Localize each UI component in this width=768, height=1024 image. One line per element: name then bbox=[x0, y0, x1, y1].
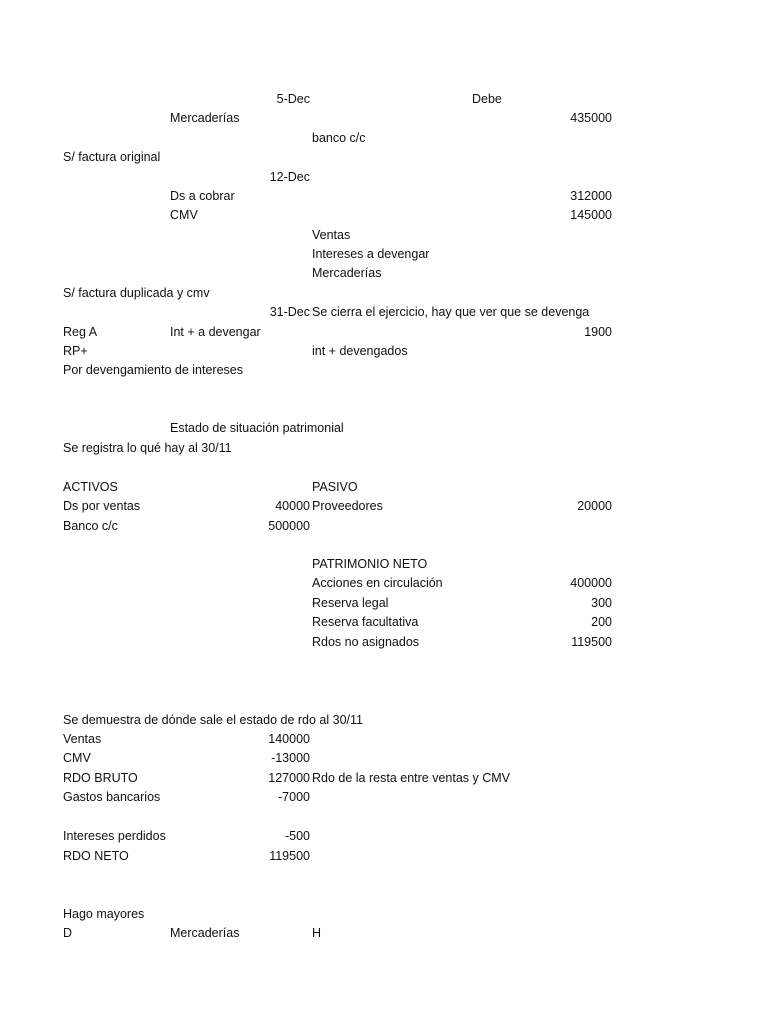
entry1-credit-account: banco c/c bbox=[312, 131, 366, 145]
ledger-debit-column: D bbox=[63, 926, 73, 940]
entry2-debit1-account: Ds a cobrar bbox=[170, 189, 235, 203]
entry2-debit2-account: CMV bbox=[170, 208, 198, 222]
entry2-credit3-account: Mercaderías bbox=[312, 266, 382, 280]
rdo-bruto-note: Rdo de la resta entre ventas y CMV bbox=[312, 771, 511, 785]
rdos-no-asignados-value: 119500 bbox=[571, 635, 612, 649]
entry2-debit2-amount: 145000 bbox=[570, 208, 612, 222]
gastos-bancarios-label: Gastos bancarios bbox=[63, 790, 161, 804]
reserva-legal-label: Reserva legal bbox=[312, 596, 389, 610]
banco-label: Banco c/c bbox=[63, 519, 118, 533]
entry3-credit-account: int + devengados bbox=[312, 344, 408, 358]
ledger-account-name: Mercaderías bbox=[170, 926, 240, 940]
entry3-debit-amount: 1900 bbox=[584, 325, 612, 339]
reserva-facultativa-label: Reserva facultativa bbox=[312, 615, 419, 629]
ventas-label: Ventas bbox=[63, 732, 102, 746]
pasivo-header: PASIVO bbox=[312, 480, 358, 494]
entry1-debit-amount: 435000 bbox=[570, 111, 612, 125]
entry2-debit1-amount: 312000 bbox=[570, 189, 612, 203]
ds-por-ventas-value: 40000 bbox=[275, 499, 310, 513]
activos-header: ACTIVOS bbox=[63, 480, 118, 494]
gastos-bancarios-value: -7000 bbox=[278, 790, 310, 804]
rdo-neto-value: 119500 bbox=[269, 849, 310, 863]
cmv-value: -13000 bbox=[271, 751, 310, 765]
intereses-perdidos-label: Intereses perdidos bbox=[63, 829, 166, 843]
income-title: Se demuestra de dónde sale el estado de rdo al 30/11 bbox=[63, 713, 363, 727]
banco-value: 500000 bbox=[268, 519, 310, 533]
entry1-debit-account: Mercaderías bbox=[170, 111, 240, 125]
cmv-label: CMV bbox=[63, 751, 91, 765]
debe-header: Debe bbox=[472, 92, 502, 106]
entry1-note: S/ factura original bbox=[63, 150, 161, 164]
rdos-no-asignados-label: Rdos no asignados bbox=[312, 635, 420, 649]
proveedores-label: Proveedores bbox=[312, 499, 383, 513]
balance-title: Estado de situación patrimonial bbox=[170, 421, 344, 435]
ledger-credit-column: H bbox=[312, 926, 322, 940]
patrimonio-header: PATRIMONIO NETO bbox=[312, 557, 428, 571]
entry2-credit2-account: Intereses a devengar bbox=[312, 247, 430, 261]
intereses-perdidos-value: -500 bbox=[284, 829, 310, 843]
entry3-tag-rp: RP+ bbox=[63, 344, 88, 358]
ledger-title: Hago mayores bbox=[63, 907, 145, 921]
ventas-value: 140000 bbox=[268, 732, 310, 746]
rdo-bruto-value: 127000 bbox=[268, 771, 310, 785]
rdo-bruto-label: RDO BRUTO bbox=[63, 771, 138, 785]
ds-por-ventas-label: Ds por ventas bbox=[63, 499, 141, 513]
balance-subtitle: Se registra lo qué hay al 30/11 bbox=[63, 441, 232, 455]
proveedores-value: 20000 bbox=[577, 499, 612, 513]
entry3-note: Por devengamiento de intereses bbox=[63, 363, 243, 377]
rdo-neto-label: RDO NETO bbox=[63, 849, 129, 863]
entry3-tag-reg-a: Reg A bbox=[63, 325, 98, 339]
acciones-value: 400000 bbox=[570, 576, 612, 590]
entry3-date: 31-Dec bbox=[269, 305, 310, 319]
entry3-comment: Se cierra el ejercicio, hay que ver que se devenga bbox=[312, 305, 590, 319]
reserva-legal-value: 300 bbox=[591, 596, 612, 610]
entry2-credit1-account: Ventas bbox=[312, 228, 351, 242]
entry3-debit-account: Int + a devengar bbox=[170, 325, 261, 339]
reserva-facultativa-value: 200 bbox=[591, 615, 612, 629]
entry1-date: 5-Dec bbox=[276, 92, 310, 106]
entry2-date: 12-Dec bbox=[269, 170, 310, 184]
acciones-label: Acciones en circulación bbox=[312, 576, 443, 590]
entry2-note: S/ factura duplicada y cmv bbox=[63, 286, 210, 300]
